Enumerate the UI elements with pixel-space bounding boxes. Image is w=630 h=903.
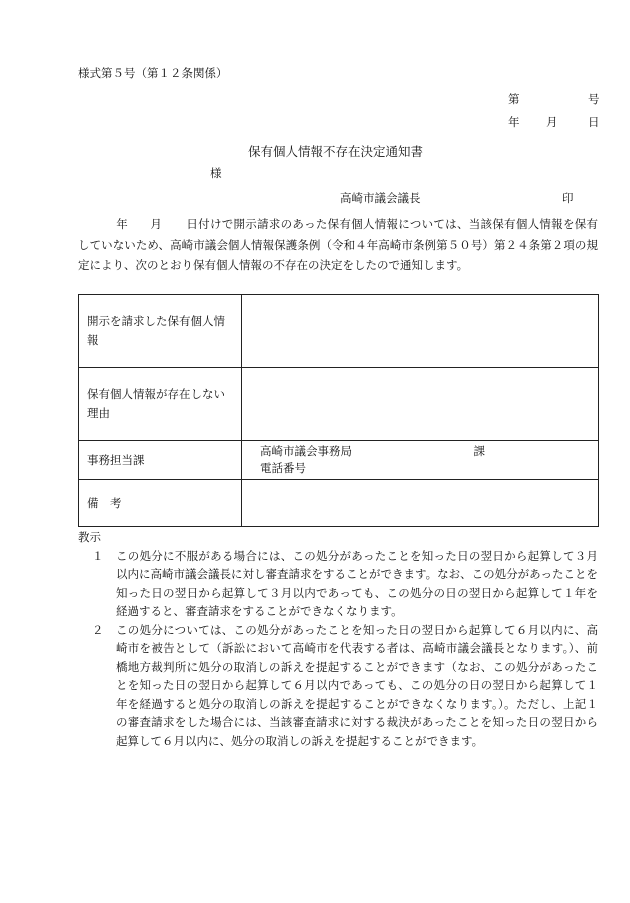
note-text: この処分に不服がある場合には、この処分があったことを知った日の翌日から起算して３月以内に高崎市議会議長に対し審査請求をすることができます。なお、この処分があったことを知った日の翌日から起算して３月以内であっても、この処分の日の翌日から起算して１年を経過すると、審査請求をすることができなくなります。 [116, 548, 598, 618]
date-month: 月 [546, 115, 558, 129]
notes-section [78, 528, 598, 750]
body-date-year: 年 [116, 217, 129, 231]
remarks-value[interactable] [242, 480, 599, 527]
addressee-suffix: 様 [210, 166, 222, 180]
date-day: 日 [588, 115, 600, 129]
dept-label: 事務担当課 [79, 441, 242, 480]
body-text: 日付けで開示請求のあった保有個人情報については、当該保有個人情報を保有していないため、高崎市議会個人情報保護条例（令和４年高崎市条例第５０号）第２４条第２項の規定により、次のとおり保有個人情報の不存在の決定をしたので通知します。 [78, 217, 599, 272]
table-row [79, 480, 599, 527]
reason-value[interactable] [242, 368, 599, 441]
note-text: この処分については、この処分があったことを知った日の翌日から起算して６月以内に、高崎市を被告として（訴訟において高崎市を代表する者は、高崎市議会議長となります。）、前橋地方裁判所に処分の取消しの訴えを提起することができます（なお、この処分があったことを知った日の翌日から起算して６月以内であっても、この処分の日の翌日から起算して１年を経過すると処分の取消しの訴えを提起することができなくなります。）。ただし、上記１の審査請求をした場合には、当該審査請求に対する裁決があったことを知った日の翌日から起算して６月以内に、処分の取消しの訴えを提起することができます。 [116, 622, 598, 748]
date-year: 年 [508, 115, 520, 129]
decision-table [78, 294, 599, 527]
dept-ka: 課 [473, 444, 485, 458]
remarks-label: 備 考 [79, 480, 242, 527]
dept-phone: 電話番号 [260, 461, 306, 475]
table-row [79, 368, 599, 441]
page-title: 保有個人情報不存在決定通知書 [248, 144, 424, 159]
doc-number-go: 号 [588, 92, 600, 106]
dept-office: 高崎市議会事務局 [260, 444, 352, 458]
note-item-1 [92, 547, 598, 621]
dept-office-line [260, 443, 590, 460]
requested-info-value[interactable] [242, 295, 599, 368]
note-item-2 [92, 621, 598, 751]
note-number: １ [92, 548, 104, 563]
seal-mark: 印 [562, 191, 574, 205]
table-row [79, 295, 599, 368]
notes-heading: 教示 [78, 530, 101, 544]
reason-label: 保有個人情報が存在しない理由 [79, 368, 242, 441]
doc-number-dai: 第 [508, 92, 520, 106]
issuer-name: 高崎市議会議長 [340, 191, 421, 205]
table-row [79, 441, 599, 480]
form-number: 様式第５号（第１２条関係） [78, 66, 228, 80]
note-number: ２ [92, 622, 104, 637]
body-date-month: 月 [150, 217, 163, 231]
body-paragraph [78, 214, 598, 276]
requested-info-label: 開示を請求した保有個人情報 [79, 295, 242, 368]
dept-value[interactable] [242, 441, 599, 480]
